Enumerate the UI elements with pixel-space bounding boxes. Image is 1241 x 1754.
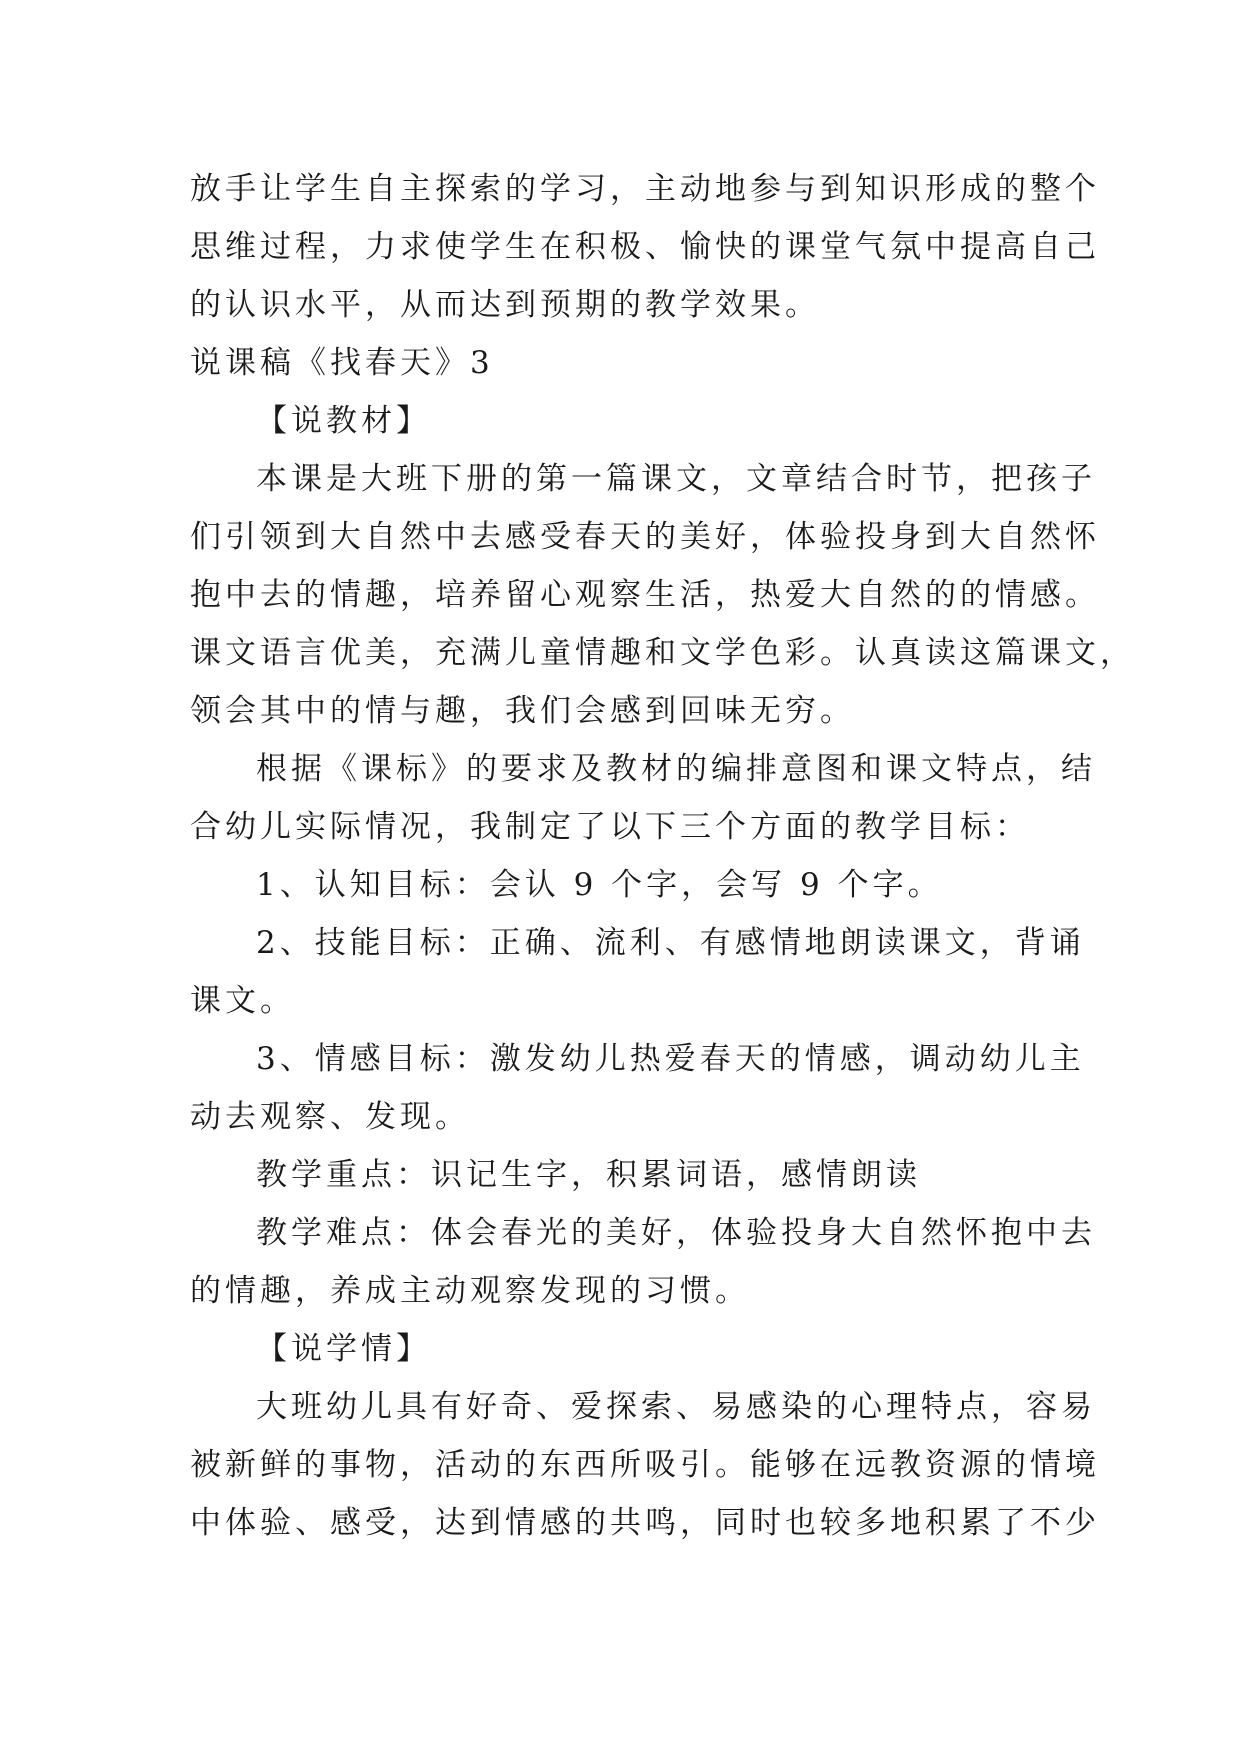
text-line: 们引领到大自然中去感受春天的美好，体验投身到大自然怀 — [190, 519, 1100, 555]
section-heading-teaching-material: 【说教材】 — [256, 403, 431, 439]
text-line: 课文语言优美，充满儿童情趣和文学色彩。认真读这篇课文， — [190, 635, 1135, 671]
text-line: 领会其中的情与趣，我们会感到回味无穷。 — [190, 693, 855, 729]
text-line: 抱中去的情趣，培养留心观察生活，热爱大自然的的情感。 — [190, 577, 1100, 613]
text-line: 中体验、感受，达到情感的共鸣，同时也较多地积累了不少 — [190, 1505, 1100, 1541]
text-line: 大班幼儿具有好奇、爱探索、易感染的心理特点，容易 — [256, 1389, 1096, 1425]
section-title: 说课稿《找春天》3 — [190, 345, 494, 381]
document-body — [190, 160, 1135, 1552]
text-line: 思维过程，力求使学生在积极、愉快的课堂气氛中提高自己 — [190, 229, 1100, 265]
goal-item-2: 2、技能目标：正确、流利、有感情地朗读课文，背诵 — [256, 925, 1085, 961]
text-line: 根据《课标》的要求及教材的编排意图和课文特点，结 — [256, 751, 1096, 787]
goal-item-3: 3、情感目标：激发幼儿热爱春天的情感，调动幼儿主 — [256, 1041, 1085, 1077]
teaching-difficulty: 教学难点：体会春光的美好，体验投身大自然怀抱中去 — [256, 1215, 1096, 1251]
text-line: 合幼儿实际情况，我制定了以下三个方面的教学目标： — [190, 809, 1030, 845]
text-line: 课文。 — [190, 983, 295, 1019]
goal-item-1: 1、认知目标：会认 9 个字，会写 9 个字。 — [256, 867, 943, 903]
teaching-focus: 教学重点：识记生字，积累词语，感情朗读 — [256, 1157, 921, 1193]
text-line: 的情趣，养成主动观察发现的习惯。 — [190, 1273, 750, 1309]
text-line: 被新鲜的事物，活动的东西所吸引。能够在远教资源的情境 — [190, 1447, 1100, 1483]
text-line: 动去观察、发现。 — [190, 1099, 470, 1135]
text-line: 放手让学生自主探索的学习，主动地参与到知识形成的整个 — [190, 171, 1100, 207]
text-line: 的认识水平，从而达到预期的教学效果。 — [190, 287, 820, 323]
section-heading-learners: 【说学情】 — [256, 1331, 431, 1367]
text-line: 本课是大班下册的第一篇课文，文章结合时节，把孩子 — [256, 461, 1096, 497]
